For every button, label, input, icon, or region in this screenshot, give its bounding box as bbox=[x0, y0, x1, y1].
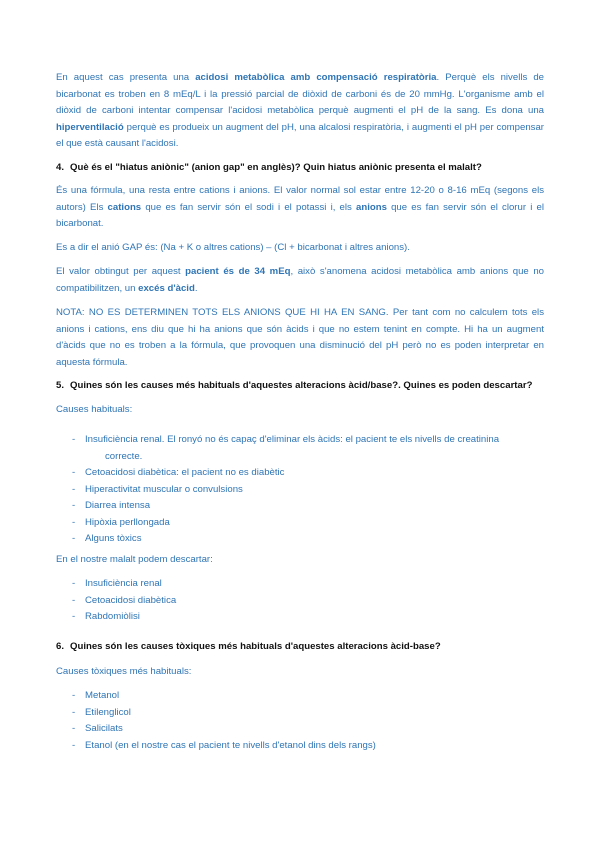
list-item-text: Metanol bbox=[85, 690, 120, 701]
list-item-text: Diarrea intensa bbox=[85, 500, 151, 511]
highlight-acid-excess: excés d'àcid bbox=[138, 282, 195, 294]
highlight-patient-value: pacient és de 34 mEq bbox=[185, 266, 291, 277]
list-item bbox=[56, 465, 544, 482]
dash-bullet: - bbox=[72, 578, 76, 589]
dash-bullet: - bbox=[72, 483, 76, 495]
paragraph-note: NOTA: NO ES DETERMINEN TOTS ELS ANIONS QUE HI HA EN SANG. Per tant com no calculem tots els anions i cations, ens diu que hi ha anions que són àcids i que no estem tenint en compte. Hi ha un augment d'àcids que no es troben a la fórmula, que provoquen una disminució del pH però no es poden interpretar en aquesta fórmula. bbox=[56, 307, 544, 368]
question-number: 4. bbox=[56, 162, 65, 173]
list-item bbox=[56, 721, 544, 738]
dash-bullet: - bbox=[72, 611, 76, 622]
text: perquè es produeix un augment del pH, una alcalosi respiratòria, i augmenti el pH per compensar el que està causant l'acidosi. bbox=[56, 121, 544, 149]
list-item bbox=[56, 432, 544, 465]
list-item-text: Alguns tòxics bbox=[85, 533, 142, 544]
text: El valor obtingut per aquest bbox=[56, 266, 186, 277]
question-number: 6. bbox=[56, 641, 65, 652]
list-item-text-continued: correcte. bbox=[105, 450, 143, 462]
list-item bbox=[56, 705, 544, 722]
discard-list bbox=[56, 576, 544, 626]
list-item bbox=[56, 515, 544, 532]
dash-bullet: - bbox=[72, 723, 76, 734]
question-6-heading bbox=[56, 639, 544, 656]
paragraph-anion-gap-definition bbox=[56, 183, 544, 233]
list-item bbox=[56, 531, 544, 548]
dash-bullet: - bbox=[72, 467, 76, 478]
list-item-text: Insuficiència renal bbox=[85, 578, 162, 589]
highlight-metabolic-acidosis: acidosi metabòlica amb compensació respiratòria bbox=[195, 72, 437, 83]
question-text: Quines són les causes més habituals d'aquestes alteracions àcid/base?. Quines es poden descartar? bbox=[70, 380, 533, 391]
list-item-text: Hiperactivitat muscular o convulsions bbox=[85, 483, 243, 495]
question-number: 5. bbox=[56, 380, 65, 391]
causes-heading: Causes habituals: bbox=[56, 404, 133, 415]
highlight-hyperventilation: hiperventilació bbox=[56, 121, 124, 133]
paragraph-compensation bbox=[56, 70, 544, 153]
question-4-heading bbox=[56, 160, 544, 177]
list-item-text: Cetoacidosi diabètica: el pacient no es diabètic bbox=[85, 467, 285, 478]
list-item bbox=[56, 609, 544, 626]
list-item-text: Etanol (en el nostre cas el pacient te nivells d'etanol dins dels rangs) bbox=[85, 739, 376, 751]
list-item bbox=[56, 688, 544, 705]
question-text: Què és el "hiatus aniònic" (anion gap" en anglès)? Quin hiatus aniònic presenta el malalt? bbox=[70, 162, 482, 173]
highlight-anions: anions bbox=[356, 201, 387, 213]
dash-bullet: - bbox=[72, 706, 76, 718]
toxic-list bbox=[56, 688, 544, 754]
highlight-cations: cations bbox=[107, 201, 142, 213]
list-item-text: Cetoacidosi diabètica bbox=[85, 594, 177, 606]
text: que es fan servir són el sodi i el potassi i, els bbox=[141, 201, 356, 213]
toxic-heading: Causes tòxiques més habituals: bbox=[56, 666, 192, 677]
list-item bbox=[56, 498, 544, 515]
dash-bullet: - bbox=[72, 500, 76, 511]
question-5-heading bbox=[56, 378, 544, 395]
causes-list bbox=[56, 432, 544, 548]
question-text: Quines són les causes tòxiques més habituals d'aquestes alteracions àcid-base? bbox=[70, 641, 441, 652]
text: En aquest cas presenta una bbox=[56, 72, 196, 83]
list-item-text: Insuficiència renal. El ronyó no és capaç d'eliminar els àcids: el pacient te els nivells de creatinina bbox=[85, 434, 500, 445]
dash-bullet: - bbox=[72, 533, 76, 544]
list-item-text: Etilenglicol bbox=[85, 706, 131, 718]
text: . Perquè els nivells de bicarbonat es troben en 8 mEq/L i la pressió parcial de diòxid de carboni és de 20 mmHg. L'organisme amb el diòxid de carboni intentar compensar l'acidosi metabòlica perquè augmenti el pH de la sang. Es dona una bbox=[56, 72, 544, 116]
list-item bbox=[56, 576, 544, 593]
paragraph-patient-value bbox=[56, 264, 544, 297]
text: És una fórmula, una resta entre cations i anions. El valor normal sol estar entre 12-20 o 8-16 mEq (segons els autors) Els bbox=[56, 185, 544, 213]
discard-heading: En el nostre malalt podem descartar: bbox=[56, 554, 213, 565]
list-item-text: Hipòxia perllongada bbox=[85, 516, 170, 528]
list-item bbox=[56, 593, 544, 610]
list-item bbox=[56, 738, 544, 755]
list-item-text: Rabdomiòlisi bbox=[85, 611, 140, 622]
list-item-text: Salicilats bbox=[85, 723, 123, 734]
text: , això s'anomena acidosi metabòlica amb anions que no compatibilitzen, un bbox=[56, 266, 545, 294]
dash-bullet: - bbox=[72, 690, 76, 701]
paragraph-anion-gap-formula: Es a dir el anió GAP és: (Na + K o altres cations) – (Cl + bicarbonat i altres anions). bbox=[56, 242, 410, 253]
list-item bbox=[56, 482, 544, 499]
text: . bbox=[194, 282, 198, 294]
text: que es fan servir són el clorur i el bicarbonat. bbox=[56, 201, 544, 229]
dash-bullet: - bbox=[72, 516, 76, 528]
dash-bullet: - bbox=[72, 594, 76, 606]
dash-bullet: - bbox=[72, 434, 76, 445]
dash-bullet: - bbox=[72, 739, 76, 751]
